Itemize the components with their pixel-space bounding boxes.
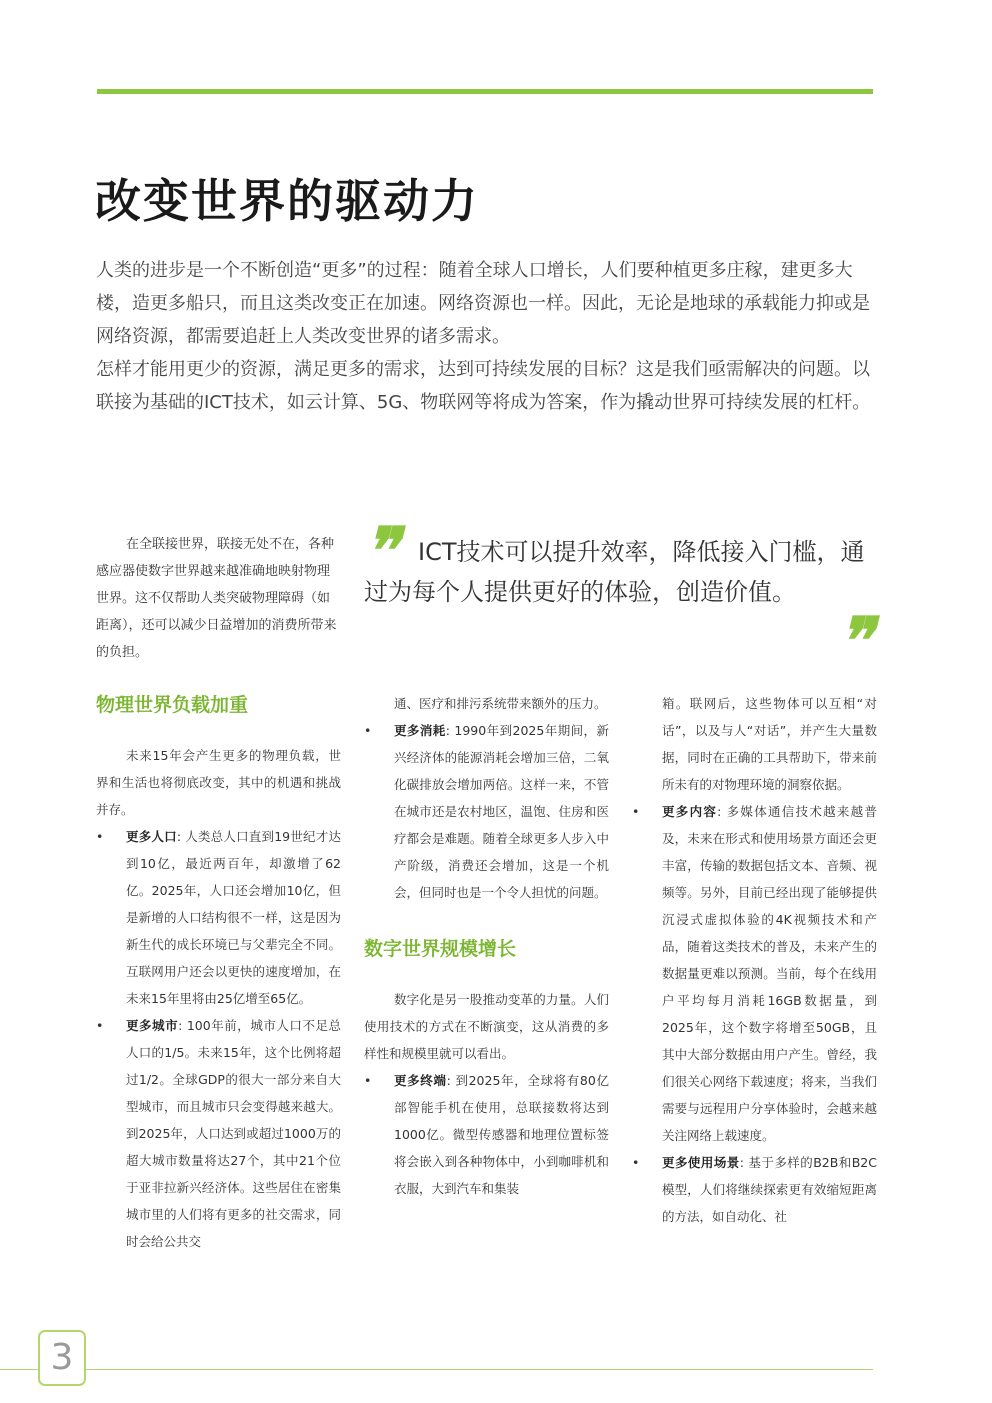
pull-quote: ICT技术可以提升效率，降低接入门槛，通过为每个人提供更好的体验，创造价值。 <box>364 538 865 606</box>
bullet-list <box>364 1067 609 1202</box>
bullet-term: 更多消耗 <box>394 723 446 738</box>
bullet-text: 到2025年，全球将有80亿部智能手机在使用，总联接数将达到1000亿。微型传感器和地理位置标签将会嵌入到各种物体中，小到咖啡机和衣服，大到汽车和集装 <box>394 1073 609 1196</box>
section-heading: 数字世界规模增长 <box>364 938 517 960</box>
bullet-icon: • <box>364 1073 372 1088</box>
bullet-icon: • <box>632 1155 640 1170</box>
section-heading: 物理世界负载加重 <box>96 694 249 716</box>
bullet-text: 基于多样的B2B和B2C模型，人们将继续探索更有效缩短距离的方法，如自动化、社 <box>662 1155 877 1224</box>
column-1 <box>96 690 341 1255</box>
list-item <box>364 717 609 906</box>
bullet-separator: : <box>446 1073 451 1088</box>
top-accent-rule <box>97 89 873 94</box>
bullet-separator: : <box>739 1155 744 1170</box>
bottom-rule <box>0 1369 873 1370</box>
bullet-continuation: 箱。联网后，这些物体可以互相“对话”，以及与人“对话”，并产生大量数据，同时在正确的工具帮助下，带来前所未有的对物理环境的洞察依据。 <box>662 696 877 792</box>
list-item <box>364 1067 609 1202</box>
bullet-term: 更多人口 <box>126 829 177 844</box>
page-title: 改变世界的驱动力 <box>95 174 479 228</box>
lead-paragraph: 在全联接世界，联接无处不在，各种感应器使数字世界越来越准确地映射物理世界。这不仅帮助人类突破物理障碍（如距离），还可以减少日益增加的消费所带来的负担。 <box>96 537 337 660</box>
bullet-list <box>364 717 609 906</box>
list-item <box>632 798 877 1149</box>
bullet-term: 更多内容 <box>662 804 718 819</box>
column-3 <box>632 690 877 1230</box>
list-item <box>96 1012 341 1255</box>
list-item <box>632 1149 877 1230</box>
list-item <box>96 823 341 1012</box>
bullet-separator: : <box>178 1018 183 1033</box>
bullet-continuation: 通、医疗和排污系统带来额外的压力。 <box>394 696 607 711</box>
section-intro: 未来15年会产生更多的物理负载，世界和生活也将彻底改变，其中的机遇和挑战并存。 <box>96 748 341 817</box>
intro-paragraph: 人类的进步是一个不断创造“更多”的过程：随着全球人口增长，人们要种植更多庄稼，建更多大楼，造更多船只，而且这类改变正在加速。网络资源也一样。因此，无论是地球的承载能力抑或是网络资源，都需要追赶上人类改变世界的诸多需求。 <box>96 260 870 347</box>
bullet-term: 更多使用场景 <box>662 1155 740 1170</box>
bullet-separator: : <box>445 723 450 738</box>
intro-paragraph: 怎样才能用更少的资源，满足更多的需求，达到可持续发展的目标？这是我们亟需解决的问题。以联接为基础的ICT技术，如云计算、5G、物联网等将成为答案，作为撬动世界可持续发展的杠杆。 <box>96 359 871 413</box>
intro-text <box>96 254 878 419</box>
section-intro: 数字化是另一股推动变革的力量。人们使用技术的方式在不断演变，这从消费的多样性和规模里就可以看出。 <box>364 992 609 1061</box>
bullet-list <box>96 823 341 1255</box>
bullet-text: 100年前，城市人口不足总人口的1/5。未来15年，这个比例将超过1/2。全球GDP的很大一部分来自大型城市，而且城市只会变得越来越大。到2025年，人口达到或超过1000万的超大城市数量将达27个，其中21个位于亚非拉新兴经济体。这些居住在密集城市里的人们将有更多的社交需求，同时会给公共交 <box>126 1018 341 1249</box>
bullet-text: 人类总人口直到19世纪才达到10亿，最近两百年，却激增了62亿。2025年，人口还会增加10亿，但是新增的人口结构很不一样，这是因为新生代的成长环境已与父辈完全不同。互联网用户还会以更快的速度增加，在未来15年里将由25亿增至65亿。 <box>126 829 341 1006</box>
column-2 <box>364 690 609 1202</box>
bullet-separator: : <box>717 804 722 819</box>
bullet-list <box>632 798 877 1230</box>
bullet-icon: • <box>364 723 372 738</box>
bullet-term: 更多城市 <box>126 1018 179 1033</box>
bullet-separator: : <box>176 829 182 844</box>
quote-close-mark-icon: ❞ <box>838 604 873 679</box>
bullet-term: 更多终端 <box>394 1073 447 1088</box>
quote-open-mark-icon: ❞ <box>364 514 399 589</box>
bullet-icon: • <box>96 1018 104 1033</box>
bullet-text: 多媒体通信技术越来越普及，未来在形式和使用场景方面还会更丰富，传输的数据包括文本、音频、视频等。另外，目前已经出现了能够提供沉浸式虚拟体验的4K视频技术和产品，随着这类技术的普及，未来产生的数据量更难以预测。当前，每个在线用户平均每月消耗16GB数据量，到2025年，这个数字将增至50GB，且其中大部分数据由用户产生。曾经，我们很关心网络下载速度；将来，当我们需要与远程用户分享体验时，会越来越关注网络上载速度。 <box>662 804 877 1143</box>
bullet-icon: • <box>96 829 104 844</box>
bullet-text: 1990年到2025年期间，新兴经济体的能源消耗会增加三倍，二氧化碳排放会增加两倍。这样一来，不管在城市还是农村地区，温饱、住房和医疗都会是难题。随着全球更多人步入中产阶级，消费还会增加，这是一个机会，但同时也是一个令人担忧的问题。 <box>394 723 609 900</box>
bullet-icon: • <box>632 804 640 819</box>
page-number: 3 <box>50 1337 74 1378</box>
